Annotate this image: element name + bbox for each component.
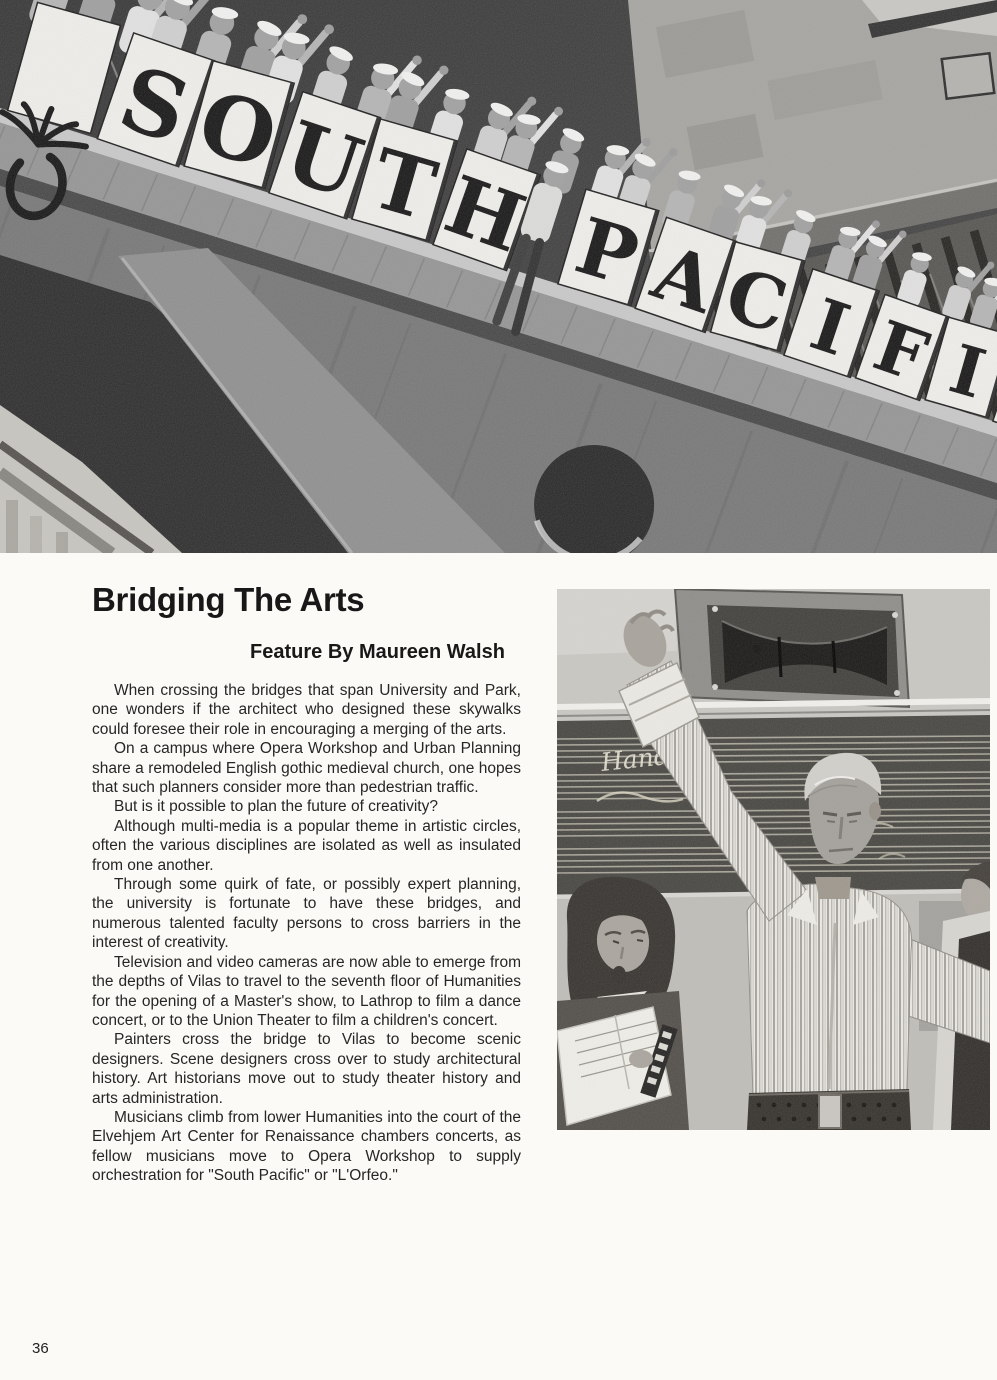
article-paragraph: But is it possible to plan the future of creativity? (114, 798, 438, 816)
article-paragraph: On a campus where Opera Workshop and Urban Planning share a remodeled English gothic medieval church, one hopes that such planners consider more than pedestrian traffic. (92, 740, 521, 797)
south-pacific-bridge-photo (0, 0, 997, 553)
film-grain (557, 589, 990, 1130)
article-title: Bridging The Arts (92, 581, 365, 618)
film-grain (0, 0, 997, 553)
article-paragraph: When crossing the bridges that span University and Park, one wonders if the architect who designed these skywalks could foresee their role in encouraging a merging of the arts. (92, 682, 521, 738)
article-paragraph: Through some quirk of fate, or possibly expert planning, the university is fortunate to have these bridges, and numerous talented faculty persons to cross barriers in the interest of creativity. (92, 876, 521, 952)
article-byline: Feature By Maureen Walsh (250, 641, 505, 663)
article-paragraph: Although multi-media is a popular theme in artistic circles, often the various disciplines are isolated as well as insulated from one another. (92, 817, 521, 874)
opera-rehearsal-photo (557, 589, 990, 1130)
article-paragraph: Television and video cameras are now able to emerge from the depths of Vilas to travel to the seventh floor of Humanities for the opening of a Master's show, to Lathrop to film a dance concert, or to the Union Theater to film a children's concert. (92, 953, 521, 1029)
article-paragraph: Painters cross the bridge to Vilas to become scenic designers. Scene designers cross over to study architectural history. Art historians move out to study theater history and arts administration. (92, 1031, 521, 1107)
article-body (92, 681, 521, 1186)
article-paragraph: Musicians climb from lower Humanities into the court of the Elvehjem Art Center for Renaissance chambers concerts, as fellow musicians move to Opera Workshop to supply orchestration for "South Pacific" or "L'Orfeo." (92, 1108, 521, 1185)
page-number: 36 (32, 1340, 49, 1357)
